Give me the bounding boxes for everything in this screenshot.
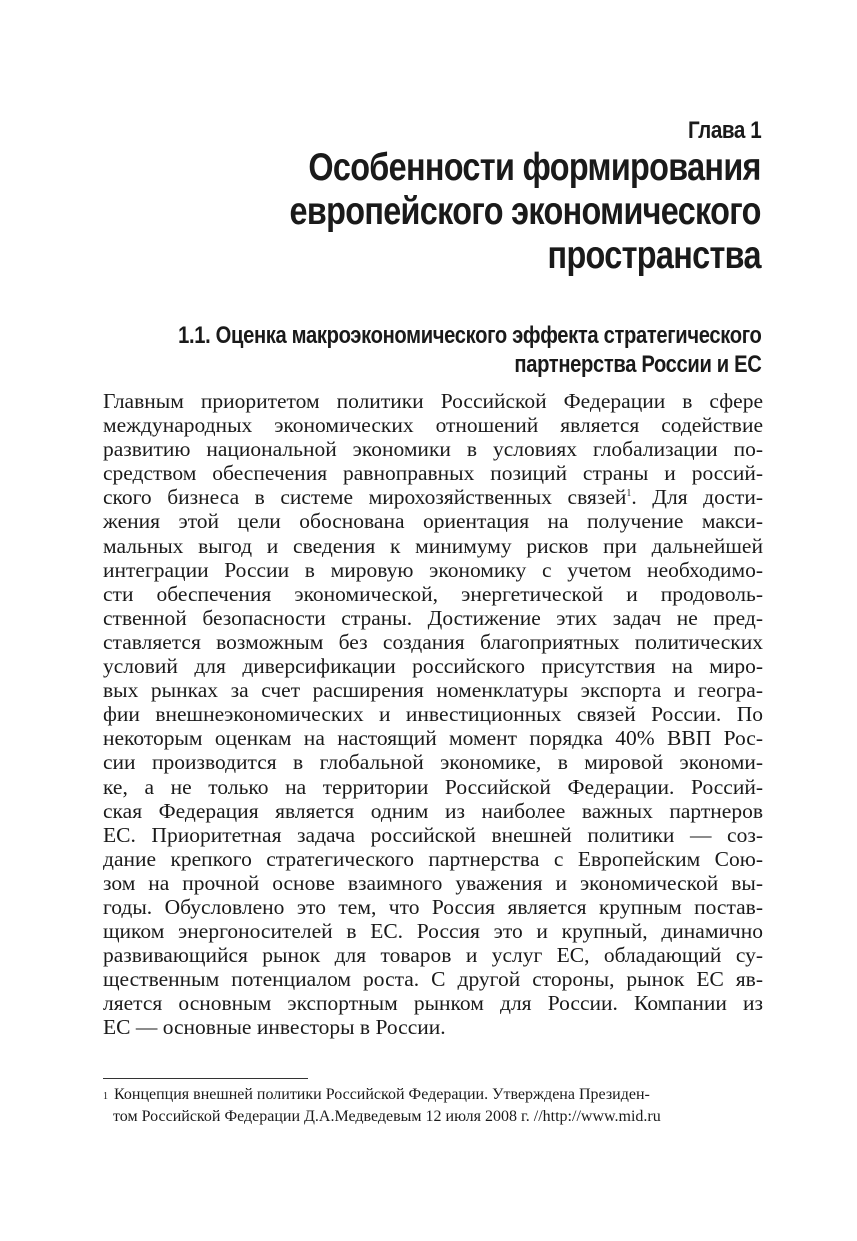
body-line: жения этой цели обоснована ориентация на получение макси- xyxy=(103,509,763,534)
section-title-line: 1.1. Оценка макроэкономического эффекта стратегического xyxy=(177,322,761,349)
body-line: дание крепкого стратегического партнерства с Европейским Сою- xyxy=(103,846,763,871)
body-line: сии производится в глобальной экономике, в мировой экономи- xyxy=(103,750,763,775)
body-line: ственной безопасности страны. Достижение этих задач не пред- xyxy=(103,605,763,630)
body-line: международных экономических отношений является содействие xyxy=(103,413,763,438)
chapter-label: Глава 1 xyxy=(687,117,761,144)
chapter-title-line: пространства xyxy=(547,234,761,277)
footnote-reference[interactable]: 1 xyxy=(626,488,632,500)
body-line: щественным потенциалом роста. С другой стороны, рынок ЕС яв- xyxy=(103,967,763,992)
footnote-line xyxy=(103,1106,763,1128)
body-line: вых рынках за счет расширения номенклатуры экспорта и геогра- xyxy=(103,678,763,703)
body-line: годы. Обусловлено это тем, что Россия является крупным постав- xyxy=(103,894,763,919)
body-paragraph xyxy=(103,389,763,1040)
footnote-text-2: том Российской Федерации Д.А.Медведевым 12 июля 2008 г. //http://www.mid.ru xyxy=(113,1108,661,1125)
chapter-title-line: Особенности формирования xyxy=(308,146,761,189)
body-line: развитию национальной экономики в условиях глобализации по- xyxy=(103,437,763,462)
chapter-title xyxy=(290,146,761,278)
body-line: ЕС. Приоритетная задача российской внешней политики — соз- xyxy=(103,822,763,847)
body-line: щиком энергоносителей в ЕС. Россия это и крупный, динамично xyxy=(103,919,763,944)
body-line: условий для диверсификации российского присутствия на миро- xyxy=(103,654,763,679)
footnote xyxy=(103,1084,763,1128)
body-line: развивающийся рынок для товаров и услуг ЕС, обладающий су- xyxy=(103,943,763,968)
body-line: Главным приоритетом политики Российской Федерации в сфере xyxy=(103,389,763,413)
chapter-title-line: европейского экономического xyxy=(289,190,761,233)
body-line: фии внешнеэкономических и инвестиционных связей России. По xyxy=(103,702,763,727)
body-line-with-footnote xyxy=(103,485,763,509)
body-line: зом на прочной основе взаимного уважения и экономической вы- xyxy=(103,870,763,895)
footnote-divider xyxy=(103,1078,308,1079)
body-line: средством обеспечения равноправных позиций страны и россий- xyxy=(103,461,763,486)
section-title xyxy=(178,321,761,379)
body-line: ЕС — основные инвесторы в России. xyxy=(103,1015,446,1040)
body-line: некоторым оценкам на настоящий момент порядка 40% ВВП Рос- xyxy=(103,726,763,751)
body-line-text: ского бизнеса в системе мирохозяйственных связей xyxy=(103,485,627,510)
body-line: мальных выгод и сведения к минимуму рисков при дальнейшей xyxy=(103,533,763,558)
body-line: интеграции России в мировую экономику с учетом необходимо- xyxy=(103,557,763,582)
body-line: ляется основным экспортным рынком для России. Компании из xyxy=(103,991,763,1016)
footnote-text-1: Концепция внешней политики Российской Федерации. Утверждена Президен- xyxy=(114,1086,650,1103)
body-line: ставляется возможным без создания благоприятных политических xyxy=(103,629,763,654)
body-line: ке, а не только на территории Российской Федерации. Россий- xyxy=(103,774,763,799)
body-line: сти обеспечения экономической, энергетической и продоволь- xyxy=(103,581,763,606)
footnote-line xyxy=(103,1084,763,1106)
section-title-line: партнерства России и ЕС xyxy=(513,351,761,378)
footnote-mark: 1 xyxy=(103,1091,108,1102)
body-line-tail: . Для дости- xyxy=(631,485,763,510)
body-line: ская Федерация является одним из наиболее важных партнеров xyxy=(103,798,763,823)
